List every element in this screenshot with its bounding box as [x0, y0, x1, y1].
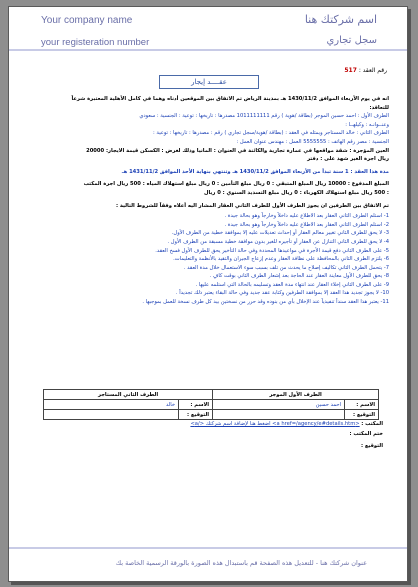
letterhead-header: [9, 7, 407, 51]
term-item: 11- يعتبر هذا العقد سنداً تنفيذياً عند الإخلال بأي من بنوده وقد حرر من نسختين بيد كل طرف نسخة للعمل بموجبها .: [142, 299, 389, 306]
body-line: المبلغ المدفوع : 10000 ريال المبلغ المتبقي : 0 ريال مبلغ التأمين : 0 ريال مبلغ استهلاك المياه : 500 ريال اجرة المكتب: [83, 181, 389, 188]
first-party-signature: [213, 410, 345, 420]
body-line: للتعاقد:: [369, 104, 389, 111]
second-party-name-label: الاسم :: [179, 400, 213, 410]
body-line: وعنــوانـه : وكيلهــا :: [345, 121, 389, 128]
contract-number-value: 517: [344, 67, 357, 74]
company-name-ar: اسم شركتك هنا: [304, 13, 377, 26]
office-line: [190, 421, 383, 427]
first-party-name-label: الاسم :: [345, 400, 379, 410]
office-label: المكتب :: [361, 421, 383, 427]
term-item: 5- على الطرف الثاني دفع قيمة الأجرة في مواعيدها المحددة وفي حالة التأخير يحق للطرف الأول فسخ العقد.: [155, 247, 389, 254]
contract-body: [39, 95, 389, 307]
contract-number-label: رقم العقد :: [358, 67, 387, 74]
first-party-name: احمد حسين: [213, 400, 345, 410]
body-line: مدة هذا العقد : 1 سنة تبدأ من الأربعاء الموافق 1430/11/2 هـ وتنتهي بنهاية الأحد الموافق 1431/11/2 هـ: [121, 168, 389, 175]
body-line: الطرف الأول : احمد حسين الموجر (بطاقة /هوية ) رقم 1011111111 مصدرها : تاريخها : توعية : الجنسية : سعودي: [139, 113, 389, 120]
second-party-name: خالد: [44, 400, 179, 410]
contract-number: [344, 67, 387, 74]
body-line: انه في يوم الأربعاء الموافق 1430/11/2 هـ بمدينة الرياض تم الاتفاق بين الموقعين أدناه وهما في كامل الأهلية المعتبرة شرعاً: [71, 96, 389, 102]
office-seal: ختم المكتب :: [349, 431, 383, 437]
body-line: ريال اجرة الغير شهد على : دفتر: [307, 156, 389, 163]
term-item: 4- لا يحق للطرف الثاني التنازل عن العقار أو تأجيره للغير بدون موافقة خطية مسبقة من الطرف الأول .: [167, 238, 389, 245]
footer-address: عنوان شركتك هنا - للتعديل هذه الصفحة قم باستبدال هذه الصورة بالورقة الرسمية الخاصة بك: [115, 559, 367, 567]
term-item: 1- استلم الطرف الثاني العقار بعد الاطلاع عليه داخلاً وخارجاً وهو بحالة جيدة .: [224, 213, 389, 220]
body-line: الجنسية : مصر رقم الهاتف : 5555555 العمل : مهندس عنوان العمل :: [236, 138, 389, 145]
letterhead-footer: [9, 547, 407, 577]
signature-table: [43, 389, 379, 420]
body-line: الطرف الثاني : خالد المستاجر ويمثله في العقد : (بطاقة /هوية/سجل تجاري ) رقم : مصدرها : تاريخها : توعية :: [153, 130, 389, 137]
second-party-signature: [44, 410, 179, 420]
office-link[interactable]: <a href=/agency/e#details.htm> اضغط هنا لإضافة اسم شركتك </a>: [190, 421, 360, 427]
term-item: 10- لا يجوز تجديد هذا العقد إلا بموافقة الطرفين وكتابة عقد جديد وفي حالة البقاء يعتبر ذلك تجديداً .: [175, 290, 389, 297]
second-party-signature-label: التوقيع :: [179, 410, 213, 420]
term-item: 7- يتحمل الطرف الثاني تكاليف إصلاح ما يحدث من تلف بسبب سوء الاستعمال خلال مدة العقد .: [183, 264, 389, 271]
term-item: 8- يحق للطرف الأول معاينة العقار عند الحاجة بعد إشعار الطرف الثاني بوقت كافٍ .: [209, 273, 389, 280]
registration-number-en: your registeration number: [41, 37, 150, 48]
term-item: 2- استلم الطرف الثاني العقار بعد الاطلاع عليه داخلاً وخارجاً وهو بحالة جيدة .: [224, 221, 389, 228]
body-line: : 500 ريال مبلغ استهلاك الكهرباء : 0 ريال مبلغ التسديد السنوي : 0 ريال: [203, 189, 389, 196]
second-party-header: الطرف الثاني المستاجر: [44, 390, 213, 400]
terms-intro: تم الاتفاق بين الطرفين ان يجوز الطرف الأول للطرف الثاني العقار المشار اليه أعلاه وفقاً للشروط التالية :: [115, 202, 389, 209]
terms-list: [39, 212, 389, 307]
office-signature: التوقيع :: [360, 443, 383, 449]
first-party-signature-label: التوقيع :: [345, 410, 379, 420]
first-party-header: الطرف الأول الموجر: [213, 390, 379, 400]
company-name-en: Your company name: [41, 15, 133, 26]
term-item: 3- لا يحق للطرف الثاني تغيير معالم العقار أو إحداث تعديلات عليه إلا بموافقة خطية من الطرف الأول.: [171, 230, 389, 237]
term-item: 6- يلتزم الطرف الثاني بالمحافظة على نظافة العقار وعدم إزعاج الجيران والتقيد بالأنظمة والتعليمات.: [173, 256, 389, 263]
term-item: 9- على الطرف الثاني إخلاء العقار عند انتهاء مدة العقد وتسليمه بالحالة التي استلمه عليها .: [195, 281, 389, 288]
contract-title: عقــــد إيجار: [159, 75, 259, 89]
document-page: [8, 6, 408, 582]
registration-number-ar: سجل تجاري: [326, 35, 377, 46]
body-line: العين المؤجرة : شقة مواقعها في عمارة تجارية والكائنة في العنوان : المانيا وذلك لغرض : الكسكن قيمة الايجار: 20000: [86, 147, 389, 154]
